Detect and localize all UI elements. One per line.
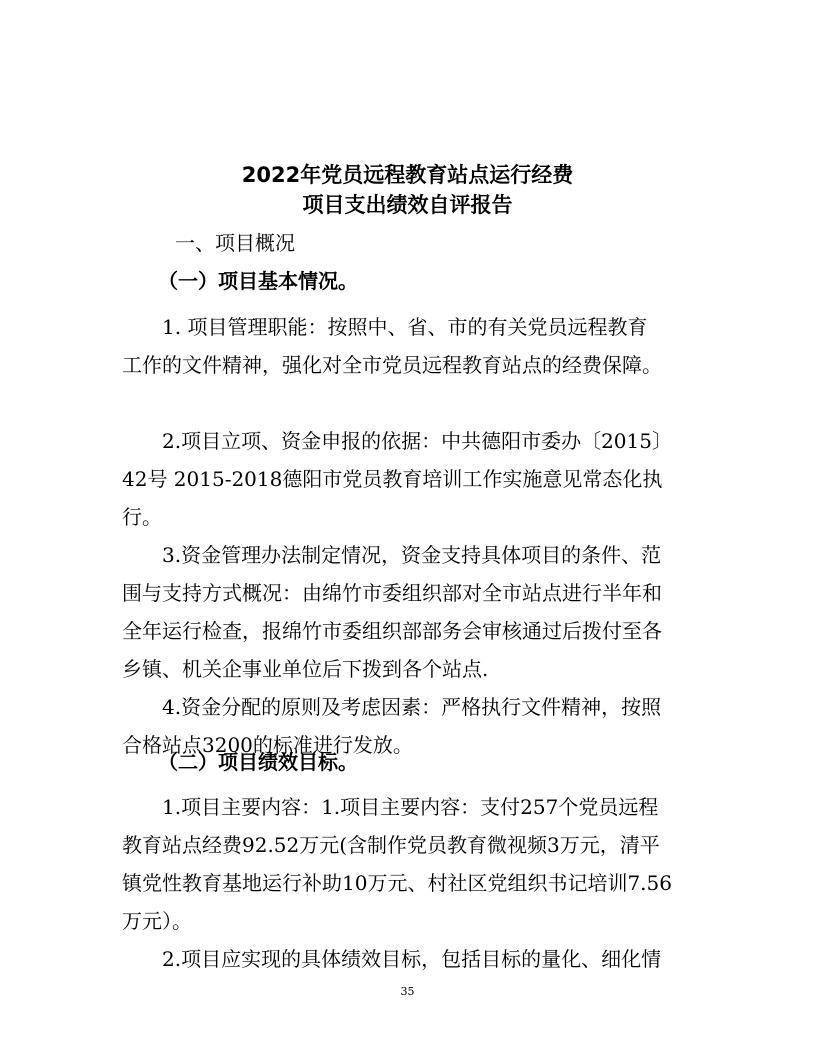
paragraph-fund-management <box>122 536 702 688</box>
paragraph-line: 3.资金管理办法制定情况，资金支持具体项目的条件、范 <box>162 543 662 567</box>
paragraph-project-basis <box>122 422 702 536</box>
paragraph-line: 4.资金分配的原则及考虑因素：严格执行文件精神，按照 <box>162 695 662 719</box>
paragraph-line: 合格站点3200的标准进行发放。 <box>122 733 413 757</box>
page-number: 35 <box>400 985 415 998</box>
paragraph-main-content <box>122 788 702 940</box>
paragraph-line: 2.项目立项、资金申报的依据：中共德阳市委办〔2015〕 <box>162 429 672 453</box>
paragraph-line: 1.项目主要内容：1.项目主要内容：支付257个党员远程 <box>162 795 659 819</box>
document-title-line-1: 2022年党员远程教育站点运行经费 <box>241 163 574 187</box>
subsection-heading-basic-info: （一）项目基本情况。 <box>158 269 358 293</box>
paragraph-line: 围与支持方式概况：由绵竹市委组织部对全市站点进行半年和 <box>122 581 662 605</box>
paragraph-line: 全年运行检查，报绵竹市委组织部部务会审核通过后拨付至各 <box>122 619 662 643</box>
paragraph-line: 万元）。 <box>122 909 192 933</box>
subsection-heading-performance-goals: （二）项目绩效目标。 <box>158 750 358 774</box>
paragraph-line: 工作的文件精神，强化对全市党员远程教育站点的经费保障。 <box>122 353 662 377</box>
section-heading-project-overview: 一、项目概况 <box>175 231 295 255</box>
document-title-line-2: 项目支出绩效自评报告 <box>302 193 513 217</box>
paragraph-line: 乡镇、机关企事业单位后下拨到各个站点. <box>122 657 489 681</box>
paragraph-line: 教育站点经费92.52万元(含制作党员教育微视频3万元，清平 <box>122 833 660 857</box>
paragraph-performance-targets <box>122 940 702 978</box>
paragraph-line: 1. 项目管理职能：按照中、省、市的有关党员远程教育 <box>162 315 648 339</box>
paragraph-line: 行。 <box>122 505 162 529</box>
paragraph-line: 镇党性教育基地运行补助10万元、村社区党组织书记培训7.56 <box>122 871 672 895</box>
paragraph-management-function <box>122 308 702 384</box>
paragraph-line: 2.项目应实现的具体绩效目标，包括目标的量化、细化情 <box>162 947 662 971</box>
paragraph-line: 42号 2015-2018德阳市党员教育培训工作实施意见常态化执 <box>122 467 663 491</box>
